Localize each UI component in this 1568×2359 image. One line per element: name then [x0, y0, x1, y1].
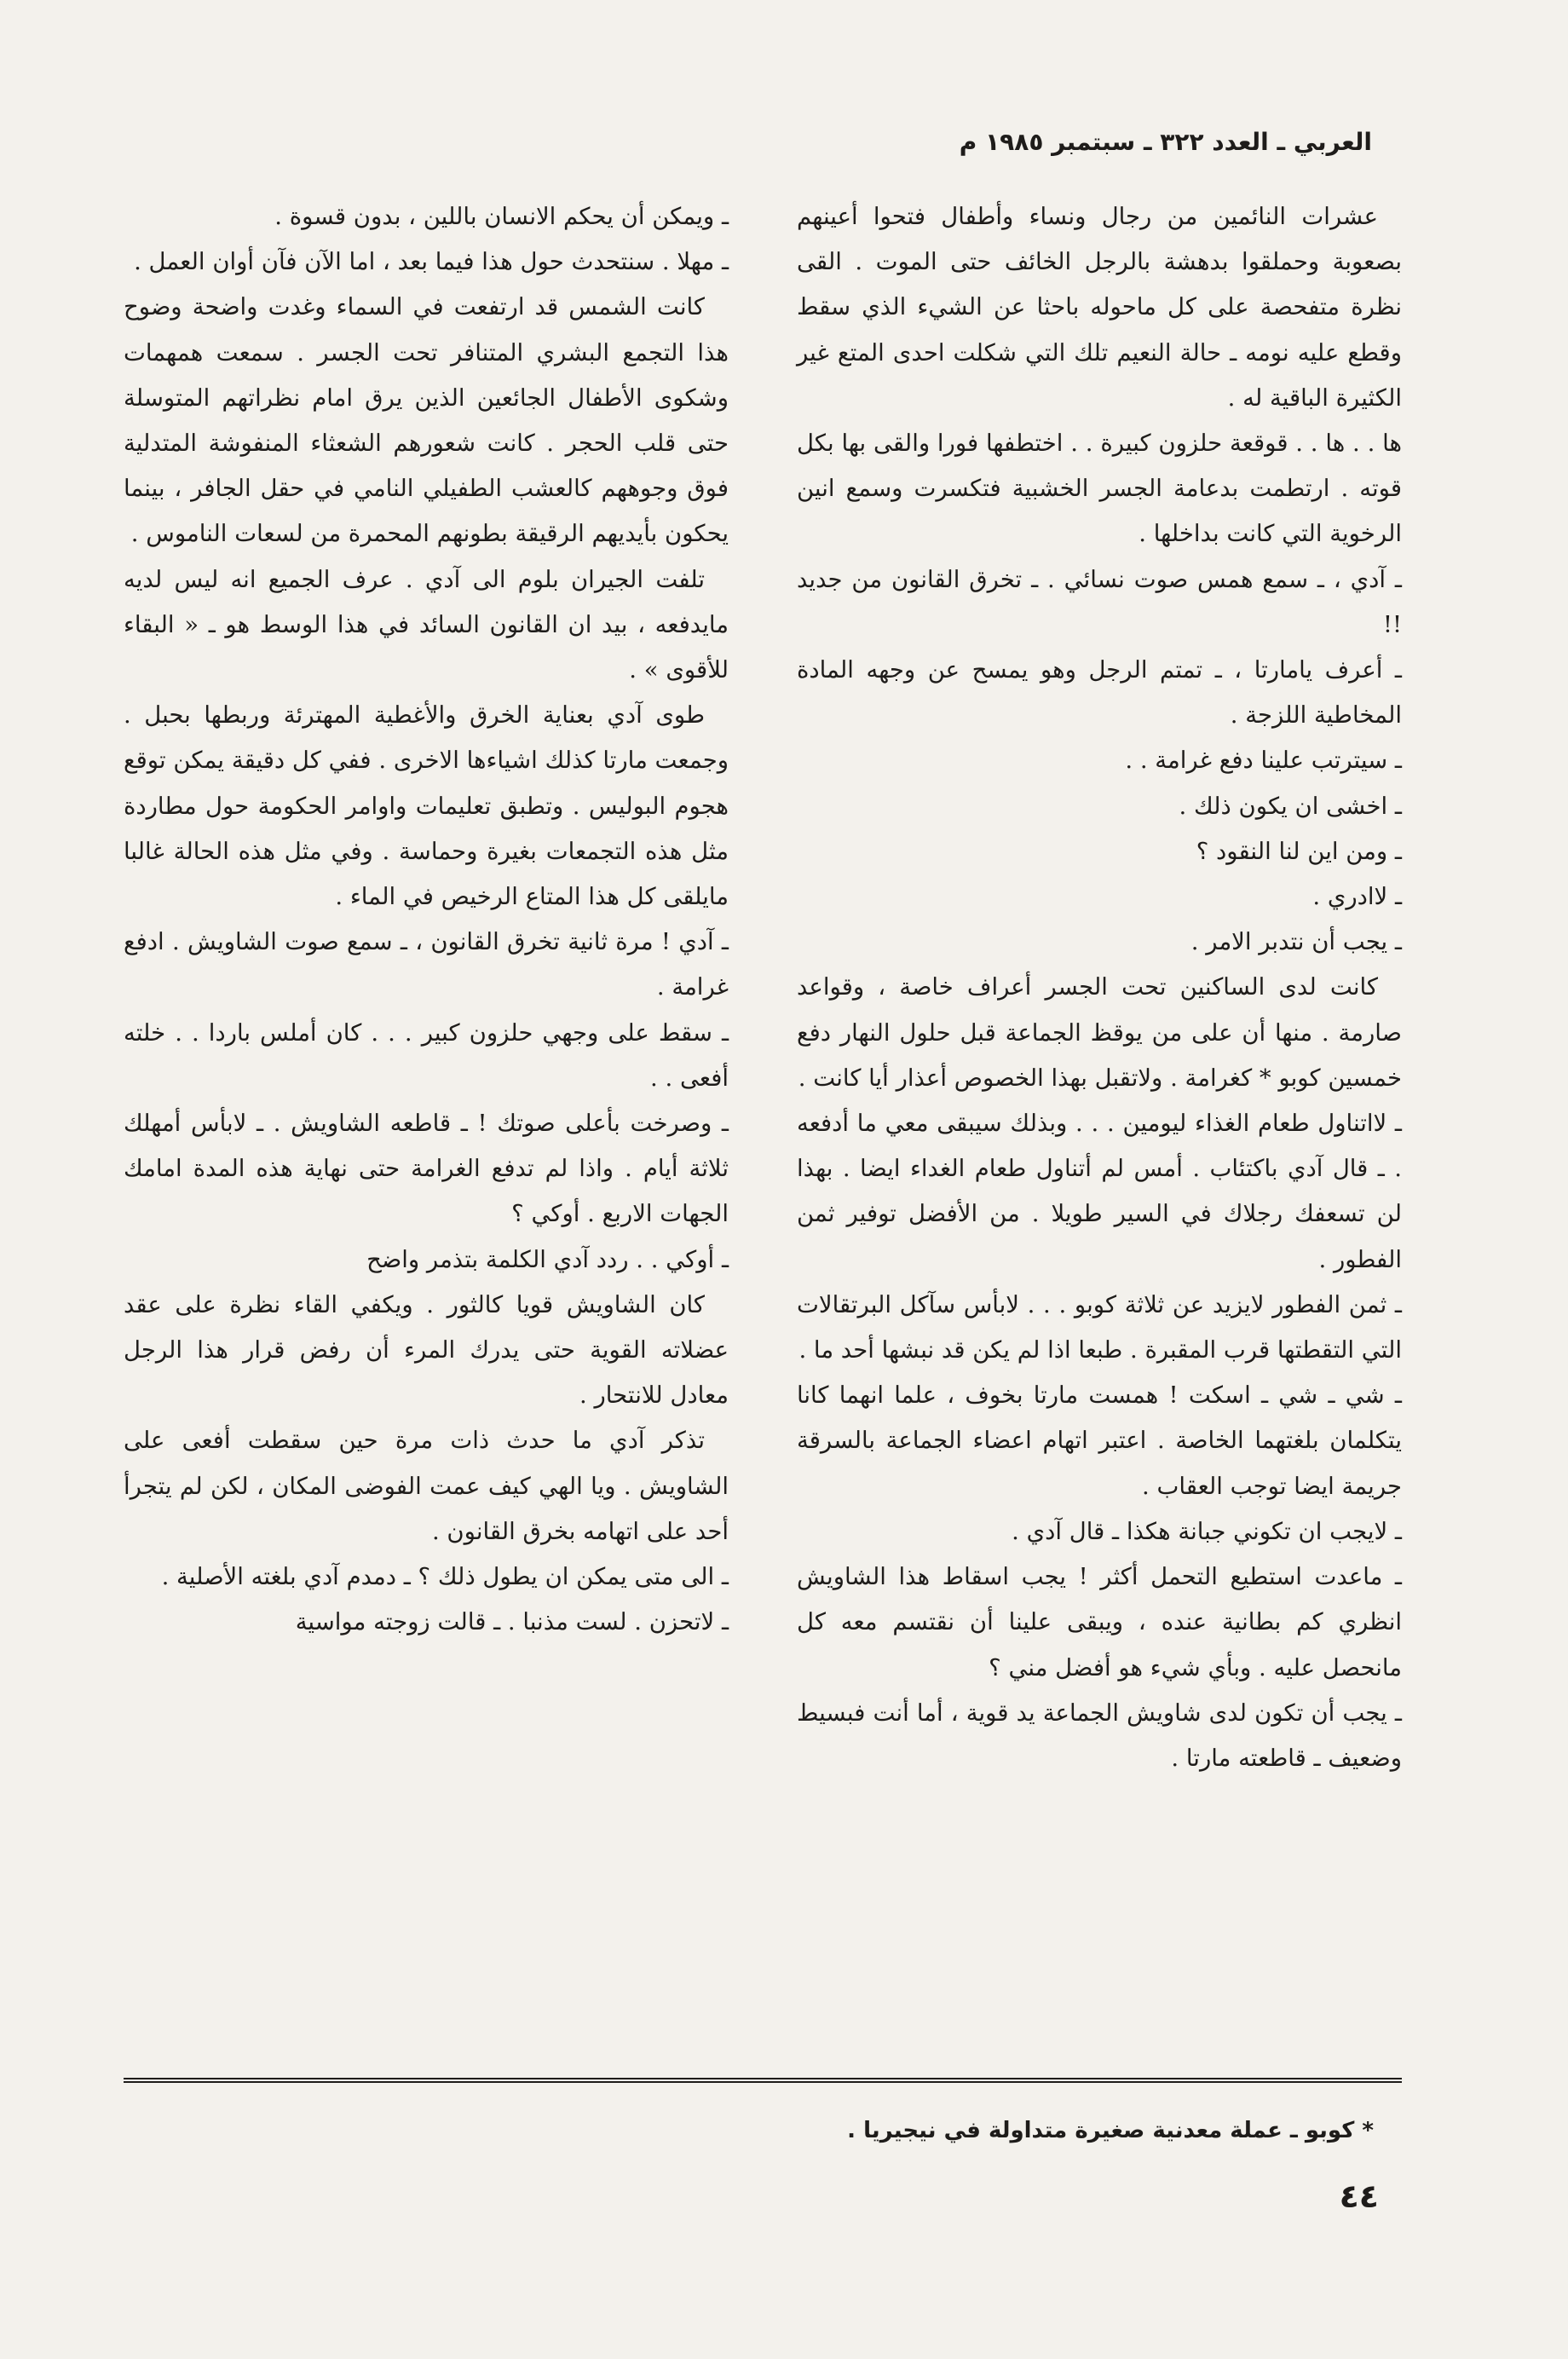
paragraph: ـ اخشى ان يكون ذلك . [1179, 792, 1402, 820]
paragraph: تلفت الجيران بلوم الى آدي . عرف الجميع انه ليس لديه مايدفعه ، بيد ان القانون السائد في هذا الوسط هو ـ « البقاء للأقوى » . [124, 565, 729, 684]
paragraph: ـ لااتناول طعام الغذاء ليومين . . . وبذلك سيبقى معي ما أدفعه . ـ قال آدي باكتئاب . أمس لم أتناول طعام الغداء ايضا . بهذا لن تسعفك رجلاك في السير طويلا . من الأفضل توفير ثمن الفطور . [797, 1110, 1402, 1273]
paragraph: كانت لدى الساكنين تحت الجسر أعراف خاصة ، وقواعد صارمة . منها أن على من يوقظ الجماعة قبل حلول النهار دفع خمسين كوبو * كغرامة . ولاتقبل بهذا الخصوص أعذار أيا كانت . [797, 973, 1402, 1092]
paragraph: ـ أعرف يامارتا ، ـ تمتم الرجل وهو يمسح عن وجهه المادة المخاطية اللزجة . [797, 656, 1402, 730]
paragraph: كان الشاويش قويا كالثور . ويكفي القاء نظرة على عقد عضلاته القوية حتى يدرك المرء أن رفض قرار هذا الرجل معادل للانتحار . [124, 1290, 729, 1410]
paragraph: ـ ثمن الفطور لايزيد عن ثلاثة كوبو . . . لابأس سآكل البرتقالات التي التقطتها قرب المقبرة . طبعا اذا لم يكن قد نبشها أحد ما . [797, 1290, 1402, 1364]
paragraph: ـ آدي ، ـ سمع همس صوت نسائي . ـ تخرق القانون من جديد !! [797, 565, 1402, 638]
paragraph: ـ يجب أن تكون لدى شاويش الجماعة يد قوية ، أما أنت فبسيط وضعيف ـ قاطعته مارتا . [797, 1699, 1402, 1772]
paragraph: ـ الى متى يمكن ان يطول ذلك ؟ ـ دمدم آدي بلغته الأصلية . [161, 1563, 729, 1591]
paragraph: ـ آدي ! مرة ثانية تخرق القانون ، ـ سمع صوت الشاويش . ادفع غرامة . [124, 928, 729, 1001]
paragraph: طوى آدي بعناية الخرق والأغطية المهترئة وربطها بحبل . وجمعت مارتا كذلك اشياءها الاخرى . ففي كل دقيقة يمكن توقع هجوم البوليس . وتطبق تعليمات واوامر الحكومة حول مطاردة مثل هذه التجمعات بغيرة وحماسة . وفي مثل هذه الحالة غالبا مايلقى كل هذا المتاع الرخيص في الماء . [124, 701, 729, 911]
paragraph: ـ لاتحزن . لست مذنبا . ـ قالت زوجته مواسية [295, 1608, 729, 1636]
paragraph: ها . . ها . . قوقعة حلزون كبيرة . . اختطفها فورا والقى بها بكل قوته . ارتطمت بدعامة الجسر الخشبية فتكسرت وسمع انين الرخوية التي كانت بداخلها . [797, 430, 1402, 548]
paragraph: ـ مهلا . سنتحدث حول هذا فيما بعد ، اما الآن فآن أوان العمل . [134, 248, 729, 276]
paragraph: ـ وصرخت بأعلى صوتك ! ـ قاطعه الشاويش . ـ لابأس أمهلك ثلاثة أيام . واذا لم تدفع الغرامة حتى نهاية هذه المدة امامك الجهات الاربع . أوكي ؟ [124, 1110, 729, 1228]
footnote: * كوبو ـ عملة معدنية صغيرة متداولة في نيجيريا . [847, 2118, 1374, 2143]
paragraph: ـ شي ـ شي ـ اسكت ! همست مارتا بخوف ، علما انهما كانا يتكلمان بلغتهما الخاصة . اعتبر اتهام اعضاء الجماعة بالسرقة جريمة ايضا توجب العقاب . [797, 1381, 1402, 1500]
paragraph: كانت الشمس قد ارتفعت في السماء وغدت واضحة وضوح هذا التجمع البشري المتنافر تحت الجسر . سمعت همهمات وشكوى الأطفال الجائعين الذين يرق امام نظراتهم المتوسلة حتى قلب الحجر . كانت شعورهم الشعثاء المنفوشة المتدلية فوق وجوههم كالعشب الطفيلي النامي في حقل الجافر ، بينما يحكون بأيديهم الرقيقة بطونهم المحمرة من لسعات الناموس . [124, 293, 729, 548]
paragraph: ـ أوكي . . ردد آدي الكلمة بتذمر واضح [366, 1245, 729, 1273]
paragraph: ـ سيترتب علينا دفع غرامة . . [1125, 747, 1402, 775]
paragraph: ـ ويمكن أن يحكم الانسان باللين ، بدون قسوة . [274, 203, 729, 230]
article-column-left [124, 194, 729, 1646]
article-column-right [797, 194, 1402, 1781]
paragraph: ـ يجب أن نتدبر الامر . [1190, 928, 1402, 956]
paragraph: ـ لايجب ان تكوني جبانة هكذا ـ قال آدي . [1012, 1517, 1402, 1545]
paragraph: ـ لاادري . [1312, 883, 1402, 911]
paragraph: ـ سقط على وجهي حلزون كبير . . . كان أملس باردا . . خلته أفعى . . [124, 1018, 729, 1092]
page-header: العربي ـ العدد ٣٢٢ ـ سبتمبر ١٩٨٥ م [959, 128, 1372, 156]
paragraph: ـ ومن اين لنا النقود ؟ [1196, 837, 1402, 865]
footnote-divider [124, 2078, 1402, 2083]
paragraph: ـ ماعدت استطيع التحمل أكثر ! يجب اسقاط هذا الشاويش انظري كم بطانية عنده ، ويبقى علينا أن نقتسم معه كل مانحصل عليه . وبأي شيء هو أفضل مني ؟ [797, 1563, 1402, 1681]
page-number: ٤٤ [1339, 2177, 1379, 2215]
paragraph: تذكر آدي ما حدث ذات مرة حين سقطت أفعى على الشاويش . ويا الهي كيف عمت الفوضى المكان ، لكن لم يتجرأ أحد على اتهامه بخرق القانون . [124, 1427, 729, 1545]
paragraph: عشرات النائمين من رجال ونساء وأطفال فتحوا أعينهم بصعوبة وحملقوا بدهشة بالرجل الخائف حتى الموت . القى نظرة متفحصة على كل ماحوله باحثا عن الشيء الذي سقط وقطع عليه نومه ـ حالة النعيم تلك التي شكلت احدى المتع غير الكثيرة الباقية له . [797, 203, 1402, 412]
